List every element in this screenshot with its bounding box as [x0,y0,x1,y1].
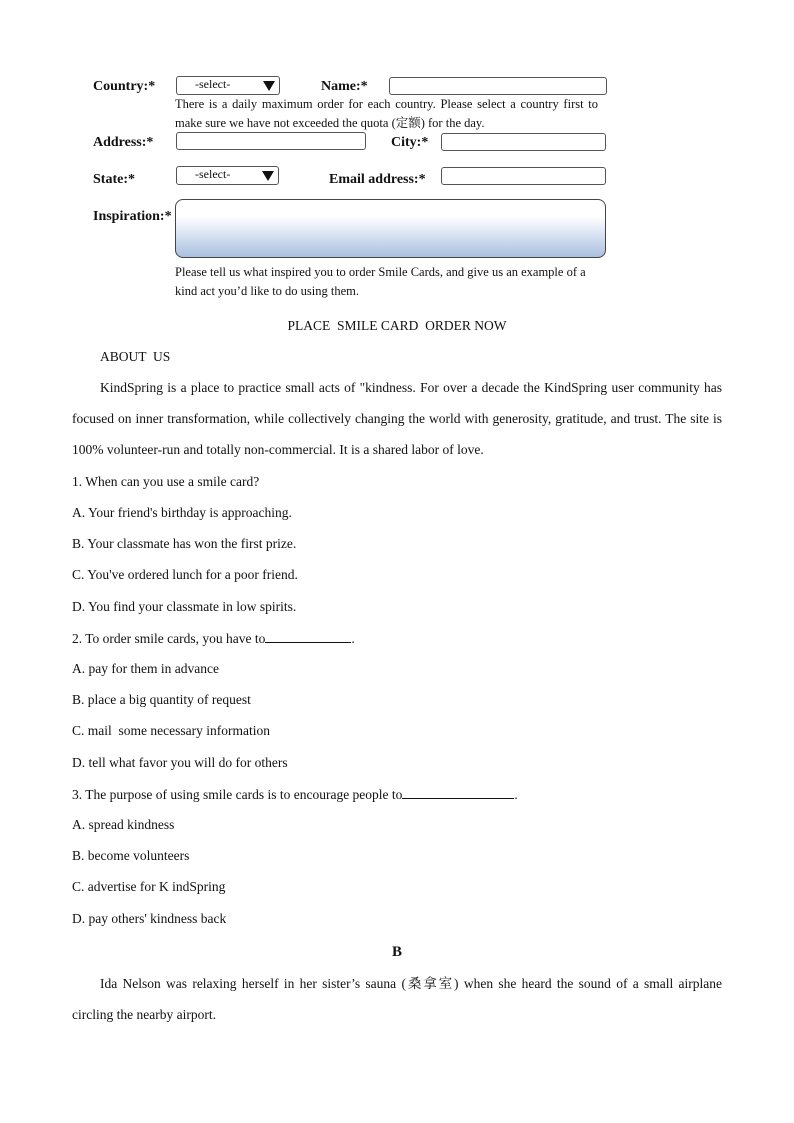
name-label: Name:* [321,79,368,94]
question-1-option-c: C. You've ordered lunch for a poor friend. [72,567,298,582]
question-2-option-a: A. pay for them in advance [72,661,219,676]
state-label: State:* [93,172,135,187]
question-2-end: . [351,631,355,646]
question-2 [72,630,355,647]
question-3 [72,786,518,803]
state-select-value: -select- [195,167,231,181]
country-select[interactable] [176,76,280,95]
question-2-option-d: D. tell what favor you will do for others [72,755,288,770]
email-input[interactable] [441,167,606,185]
city-input[interactable] [441,133,606,151]
place-order-button[interactable]: PLACE SMILE CARD ORDER NOW [287,318,507,333]
question-1-option-b: B. Your classmate has won the first prize. [72,536,297,551]
address-label: Address:* [93,135,154,150]
chevron-down-icon [263,81,275,91]
inspiration-label: Inspiration:* [93,209,172,224]
country-select-value: -select- [195,77,231,91]
section-b-paragraph: Ida Nelson was relaxing herself in her sister’s sauna (桑拿室) when she heard the sound of a small airplane circling the nearby airport. [72,976,722,1022]
city-label: City:* [391,135,429,150]
answer-blank [265,630,351,643]
question-3-end: . [514,787,518,802]
answer-blank [402,786,514,799]
question-3-stem: 3. The purpose of using smile cards is to encourage people to [72,787,403,802]
question-2-option-b: B. place a big quantity of request [72,692,251,707]
about-paragraph: KindSpring is a place to practice small acts of "kindness. For over a decade the KindSpring user community has focused on inner transformation, while collectively changing the world with generosity, gratitude, and trust. The site is 100% volunteer-run and totally non-commercial. It is a shared labor of love. [72,380,722,457]
question-2-stem: 2. To order smile cards, you have to [72,631,266,646]
question-1-stem: 1. When can you use a smile card? [72,474,260,489]
country-quota-note: There is a daily maximum order for each country. Please select a country first to make sure we have not exceeded the quota (定额) for the day. [175,97,598,130]
question-3-option-c: C. advertise for K indSpring [72,879,226,894]
inspiration-note: Please tell us what inspired you to order Smile Cards, and give us an example of a kind act you’d like to do using them. [175,265,586,298]
address-input[interactable] [176,132,366,150]
inspiration-textarea[interactable] [175,199,606,258]
question-3-option-a: A. spread kindness [72,817,175,832]
question-3-option-b: B. become volunteers [72,848,190,863]
about-heading: ABOUT US [100,349,171,364]
name-input[interactable] [389,77,607,95]
question-2-option-c: C. mail some necessary information [72,723,270,738]
question-3-option-d: D. pay others' kindness back [72,911,227,926]
state-select[interactable] [176,166,279,185]
question-1-option-a: A. Your friend's birthday is approaching. [72,505,292,520]
chevron-down-icon [262,171,274,181]
country-label: Country:* [93,79,156,94]
email-label: Email address:* [329,172,426,187]
question-1-option-d: D. You find your classmate in low spirits. [72,599,297,614]
section-b-heading: B [391,944,402,960]
